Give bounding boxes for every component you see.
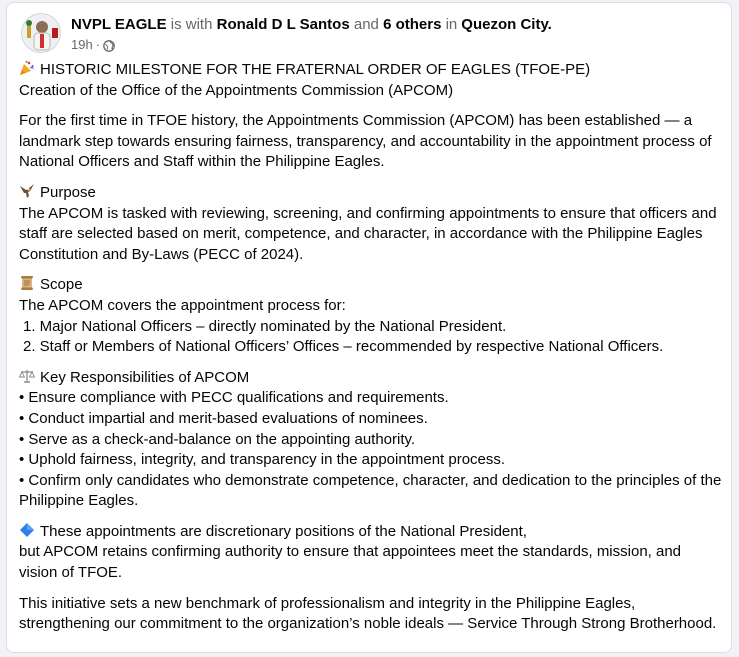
meta-separator: · [95, 37, 101, 52]
post-card [6, 2, 732, 653]
location-link[interactable]: Quezon City [461, 16, 548, 33]
scope-item: 2. Staff or Members of National Officers’ Offices – recommended by respective National Officers. [23, 338, 664, 356]
responsibilities-title-line [19, 368, 723, 389]
author-name[interactable]: NVPL EAGLE [71, 16, 167, 33]
scroll-icon [19, 275, 35, 291]
headline-text: HISTORIC MILESTONE FOR THE FRATERNAL ORDER OF EAGLES (TFOE-PE) [40, 61, 591, 78]
post-body [19, 60, 723, 635]
responsibility-item: • Ensure compliance with PECC qualifications and requirements. [19, 389, 449, 407]
header-period: . [547, 16, 552, 33]
public-globe-icon[interactable] [103, 39, 115, 51]
scope-item: 1. Major National Officers – directly nominated by the National President. [23, 317, 507, 335]
party-popper-icon [19, 60, 35, 76]
scope-title: Scope [40, 276, 83, 294]
author-avatar[interactable] [21, 13, 61, 53]
responsibility-item: • Conduct impartial and merit-based evaluations of nominees. [19, 409, 428, 427]
post-header [21, 13, 717, 57]
scope-title-line [19, 275, 723, 296]
with-text: is with [170, 16, 213, 33]
tagged-person[interactable]: Ronald D L Santos [216, 16, 350, 33]
blue-diamond-icon [19, 522, 35, 538]
closing-paragraph: This initiative sets a new benchmark of professionalism and integrity in the Philippine Eagles, strengthening our commitment to the organization’s noble ideals — Service Through Strong Brotherhood. [19, 594, 717, 633]
responsibilities-title: Key Responsibilities of APCOM [40, 368, 250, 386]
responsibility-item: • Confirm only candidates who demonstrate competence, character, and dedication to the principles of the Philippine Eagles. [19, 471, 722, 510]
in-text: in [445, 16, 458, 33]
intro-paragraph: For the first time in TFOE history, the Appointments Commission (APCOM) has been established — a landmark step towards ensuring fairness, transparency, and accountability in the appointment process of National Officers and Staff within the Philippine Eagles. [19, 112, 712, 171]
balance-scale-icon [19, 368, 35, 384]
post-meta [71, 36, 115, 54]
purpose-text: The APCOM is tasked with reviewing, screening, and confirming appointments to ensure that officers and staff are selected based on merit, competence, and character, in accordance with the Philippine Eagles Constitution and By-Laws (PECC of 2024). [19, 204, 717, 263]
and-text: and [353, 16, 379, 33]
eagle-icon [19, 183, 35, 199]
purpose-title-line [19, 183, 723, 204]
scope-text: The APCOM covers the appointment process for: [19, 296, 346, 314]
headline-line [19, 60, 723, 81]
note-line-1 [19, 522, 723, 543]
note-text-2: but APCOM retains confirming authority to ensure that appointees meet the standards, mission, and vision of TFOE. [19, 543, 682, 582]
purpose-title: Purpose [40, 183, 96, 201]
responsibility-item: • Uphold fairness, integrity, and transparency in the appointment process. [19, 451, 506, 469]
post-time[interactable]: 19h [71, 37, 93, 52]
responsibility-item: • Serve as a check-and-balance on the appointing authority. [19, 430, 416, 448]
post-header-line [71, 15, 552, 35]
others-link[interactable]: 6 others [383, 16, 442, 33]
subheadline: Creation of the Office of the Appointments Commission (APCOM) [19, 81, 454, 99]
note-text-1: These appointments are discretionary positions of the National President, [40, 522, 527, 540]
